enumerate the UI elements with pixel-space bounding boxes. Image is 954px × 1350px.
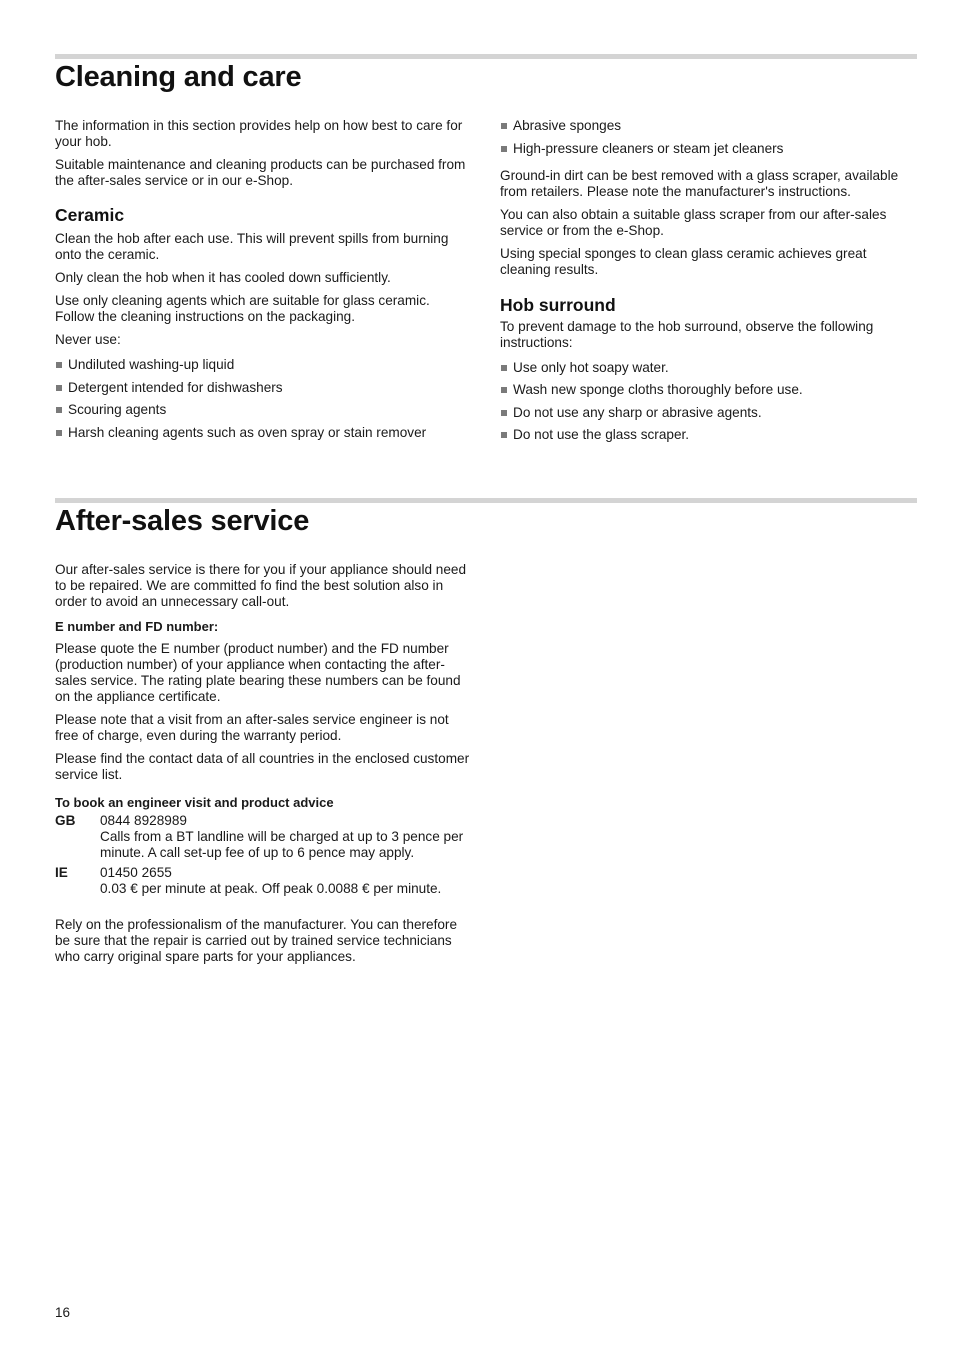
contact-row-gb [55,813,471,861]
never-use-list-continued [500,118,916,157]
book-engineer-label: To book an engineer visit and product advice [55,795,334,810]
service-paragraph-2: Please quote the E number (product number) and the FD number (production number) of your appliance when contacting the after-sales service. The rating plate bearing these numbers can be found on the appliance certificate. [55,641,461,704]
square-bullet-icon [56,430,62,436]
list-item: Do not use any sharp or abrasive agents. [500,405,916,421]
phone-number: 0844 8928989 [100,813,187,828]
hob-surround-heading: Hob surround [500,294,616,315]
square-bullet-icon [501,146,507,152]
service-paragraph-1: Our after-sales service is there for you if your appliance should need to be repaired. We are committed fo find the best solution also in order to avoid an unnecessary call-out. [55,562,467,609]
list-item: High-pressure cleaners or steam jet cleaners [500,141,916,157]
never-use-label: Never use: [55,332,121,347]
ceramic-heading: Ceramic [55,205,125,225]
square-bullet-icon [501,123,507,129]
list-item: Scouring agents [55,402,471,418]
cleaning-left-column [55,118,471,449]
ceramic-paragraph-6: Using special sponges to clean glass ceramic achieves great cleaning results. [500,245,867,277]
square-bullet-icon [501,432,507,438]
contact-row-ie [55,865,471,897]
phone-number: 01450 2655 [100,865,172,880]
call-charge-note: 0.03 € per minute at peak. Off peak 0.0088 € per minute. [100,881,442,896]
never-use-list [55,357,471,441]
ceramic-paragraph-5: You can also obtain a suitable glass scraper from our after-sales service or from the e-Shop. [500,206,887,238]
ceramic-paragraph-4: Ground-in dirt can be best removed with a glass scraper, available from retailers. Please note the manufacturer's instructions. [500,167,899,199]
country-code: GB [55,813,76,828]
service-paragraph-5: Rely on the professionalism of the manufacturer. You can therefore be sure that the repair is carried out by trained service technicians who carry original spare parts for your appliances. [55,917,458,964]
call-charge-note: Calls from a BT landline will be charged at up to 3 pence per minute. A call set-up fee of up to 6 pence may apply. [100,829,464,860]
hob-surround-intro: To prevent damage to the hob surround, observe the following instructions: [500,318,874,350]
ceramic-paragraph-3: Use only cleaning agents which are suitable for glass ceramic. Follow the cleaning instructions on the packaging. [55,293,430,324]
list-item: Undiluted washing-up liquid [55,357,471,373]
square-bullet-icon [501,410,507,416]
service-column [55,562,471,972]
square-bullet-icon [56,362,62,368]
page-number: 16 [55,1305,71,1320]
list-item: Abrasive sponges [500,118,916,134]
cleaning-intro-1: The information in this section provides help on how best to care for your hob. [55,118,463,149]
square-bullet-icon [56,385,62,391]
list-item: Detergent intended for dishwashers [55,380,471,396]
square-bullet-icon [56,407,62,413]
list-item: Harsh cleaning agents such as oven spray or stain remover [55,425,471,441]
service-paragraph-4: Please find the contact data of all countries in the enclosed customer service list. [55,751,470,782]
cleaning-right-column [500,118,916,451]
section-title-service: After-sales service [55,505,310,537]
service-paragraph-3: Please note that a visit from an after-sales service engineer is not free of charge, even during the warranty period. [55,712,449,743]
ceramic-paragraph-2: Only clean the hob when it has cooled down sufficiently. [55,270,391,285]
list-item: Do not use the glass scraper. [500,427,916,443]
square-bullet-icon [501,387,507,393]
section-title-cleaning: Cleaning and care [55,61,302,93]
section-rule-service [55,498,917,503]
e-number-label: E number and FD number: [55,619,219,634]
square-bullet-icon [501,365,507,371]
ceramic-paragraph-1: Clean the hob after each use. This will prevent spills from burning onto the ceramic. [55,231,449,262]
list-item: Wash new sponge cloths thoroughly before use. [500,382,916,398]
section-rule-cleaning [55,54,917,59]
hob-surround-list [500,360,916,444]
cleaning-intro-2: Suitable maintenance and cleaning products can be purchased from the after-sales service or in our e-Shop. [55,157,466,188]
list-item: Use only hot soapy water. [500,360,916,376]
country-code: IE [55,865,68,880]
